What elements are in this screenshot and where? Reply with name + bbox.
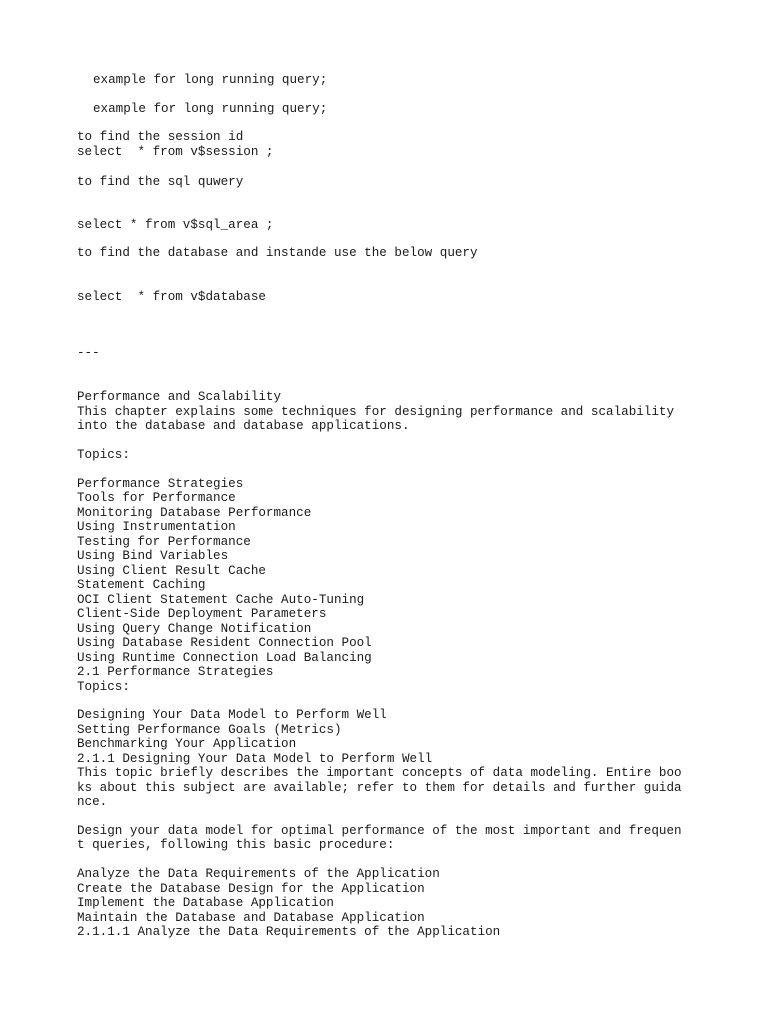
paragraph-line: This topic briefly describes the important concepts of data modeling. Entire boo (77, 766, 682, 780)
topic-item: Client-Side Deployment Parameters (77, 607, 327, 621)
topic-item: Performance Strategies (77, 477, 244, 491)
section-heading: 2.1.1.1 Analyze the Data Requirements of the Application (77, 925, 501, 939)
topics-label: Topics: (77, 680, 130, 694)
sql-query: select * from v$sql_area ; (77, 218, 274, 232)
session-query: select * from v$session ; (77, 145, 274, 159)
procedure-step: Create the Database Design for the Application (77, 882, 425, 896)
topic-item: Testing for Performance (77, 535, 251, 549)
topic-item: Statement Caching (77, 578, 206, 592)
paragraph-line: Design your data model for optimal performance of the most important and frequen (77, 824, 682, 838)
topic-item: Setting Performance Goals (Metrics) (77, 723, 342, 737)
chapter-description: This chapter explains some techniques for designing performance and scalability (77, 405, 675, 419)
topic-item: Tools for Performance (77, 491, 236, 505)
chapter-description: into the database and database applications. (77, 419, 410, 433)
topic-item: Using Query Change Notification (77, 622, 312, 636)
procedure-step: Analyze the Data Requirements of the Application (77, 867, 440, 881)
topic-item: Using Instrumentation (77, 520, 236, 534)
db-comment: to find the database and instande use the below query (77, 246, 478, 260)
paragraph-line: nce. (77, 795, 108, 809)
topic-item: Monitoring Database Performance (77, 506, 312, 520)
section-heading: 2.1.1 Designing Your Data Model to Perform Well (77, 752, 433, 766)
topics-label: Topics: (77, 448, 130, 462)
example-line: example for long running query; (93, 73, 328, 87)
topic-item: Using Runtime Connection Load Balancing (77, 651, 372, 665)
sql-comment: to find the sql quwery (77, 175, 244, 189)
topic-item: Designing Your Data Model to Perform Well (77, 708, 387, 722)
paragraph-line: ks about this subject are available; refer to them for details and further guida (77, 781, 682, 795)
session-comment: to find the session id (77, 130, 244, 144)
procedure-step: Maintain the Database and Database Application (77, 911, 425, 925)
db-query: select * from v$database (77, 290, 266, 304)
procedure-step: Implement the Database Application (77, 896, 334, 910)
topic-item: Using Client Result Cache (77, 564, 266, 578)
section-heading: 2.1 Performance Strategies (77, 665, 274, 679)
chapter-title: Performance and Scalability (77, 390, 282, 404)
paragraph-line: t queries, following this basic procedure: (77, 838, 395, 852)
topic-item: Using Database Resident Connection Pool (77, 636, 372, 650)
example-line: example for long running query; (93, 102, 328, 116)
topic-item: Benchmarking Your Application (77, 737, 297, 751)
separator: --- (77, 346, 100, 360)
topic-item: Using Bind Variables (77, 549, 229, 563)
topic-item: OCI Client Statement Cache Auto-Tuning (77, 593, 365, 607)
